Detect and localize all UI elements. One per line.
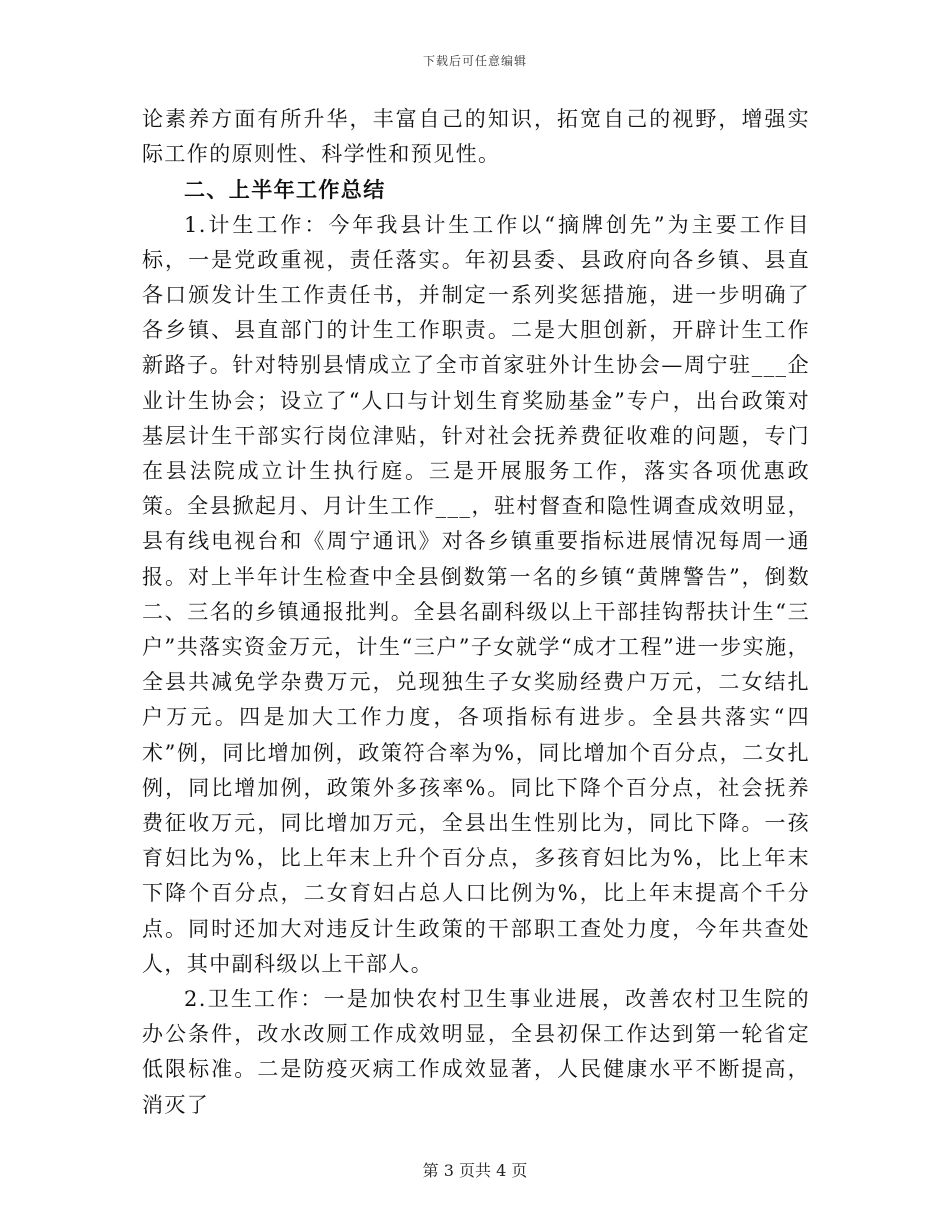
section-heading: 二、上半年工作总结 [184,177,386,203]
paragraph-family-planning: 1.计生工作：今年我县计生工作以“摘牌创先”为主要工作目标，一是党政重视，责任落实。年初县委、县政府向各乡镇、县直各口颁发计生工作责任书，并制定一系列奖惩措施，进一步明确了各乡镇、县直部门的计生工作职责。二是大胆创新，开辟计生工作新路子。针对特别县情成立了全市首家驻外计生协会—周宁驻___企业计生协会；设立了“人口与计划生育奖励基金”专户，出台政策对基层计生干部实行岗位津贴，针对社会抚养费征收难的问题，专门在县法院成立计生执行庭。三是开展服务工作，落实各项优惠政策。全县掀起月、月计生工作___，驻村督查和隐性调查成效明显，县有线电视台和《周宁通讯》对各乡镇重要指标进展情况每周一通报。对上半年计生检查中全县倒数第一名的乡镇“黄牌警告”，倒数二、三名的乡镇通报批判。全县名副科级以上干部挂钩帮扶计生“三户”共落实资金万元，计生“三户”子女就学“成才工程”进一步实施，全县共减免学杂费万元，兑现独生子女奖励经费户万元，二女结扎户万元。四是加大工作力度，各项指标有进步。全县共落实“四术”例，同比增加例，政策符合率为%，同比增加个百分点，二女扎例，同比增加例，政策外多孩率%。同比下降个百分点，社会抚养费征收万元，同比增加万元，全县出生性别比为，同比下降。一孩育妇比为%，比上年末上升个百分点，多孩育妇比为%，比上年末下降个百分点，二女育妇占总人口比例为%，比上年末提高个千分点。同时还加大对违反计生政策的干部职工查处力度，今年共查处人，其中副科级以上干部人。 [142,212,810,976]
page-header: 下载后可任意编辑 [422,54,527,68]
paragraph-health: 2.卫生工作：一是加快农村卫生事业进展，改善农村卫生院的办公条件，改水改厕工作成效明显，全县初保工作达到第一轮省定低限标准。二是防疫灭病工作成效显著，人民健康水平不断提高，消灭了 [142,987,810,1117]
document-body [142,102,810,1123]
paragraph-intro: 论素养方面有所升华，丰富自己的知识，拓宽自己的视野，增强实际工作的原则性、科学性和预见性。 [142,107,810,167]
page-number: 第 3 页共 4 页 [422,1161,528,1180]
